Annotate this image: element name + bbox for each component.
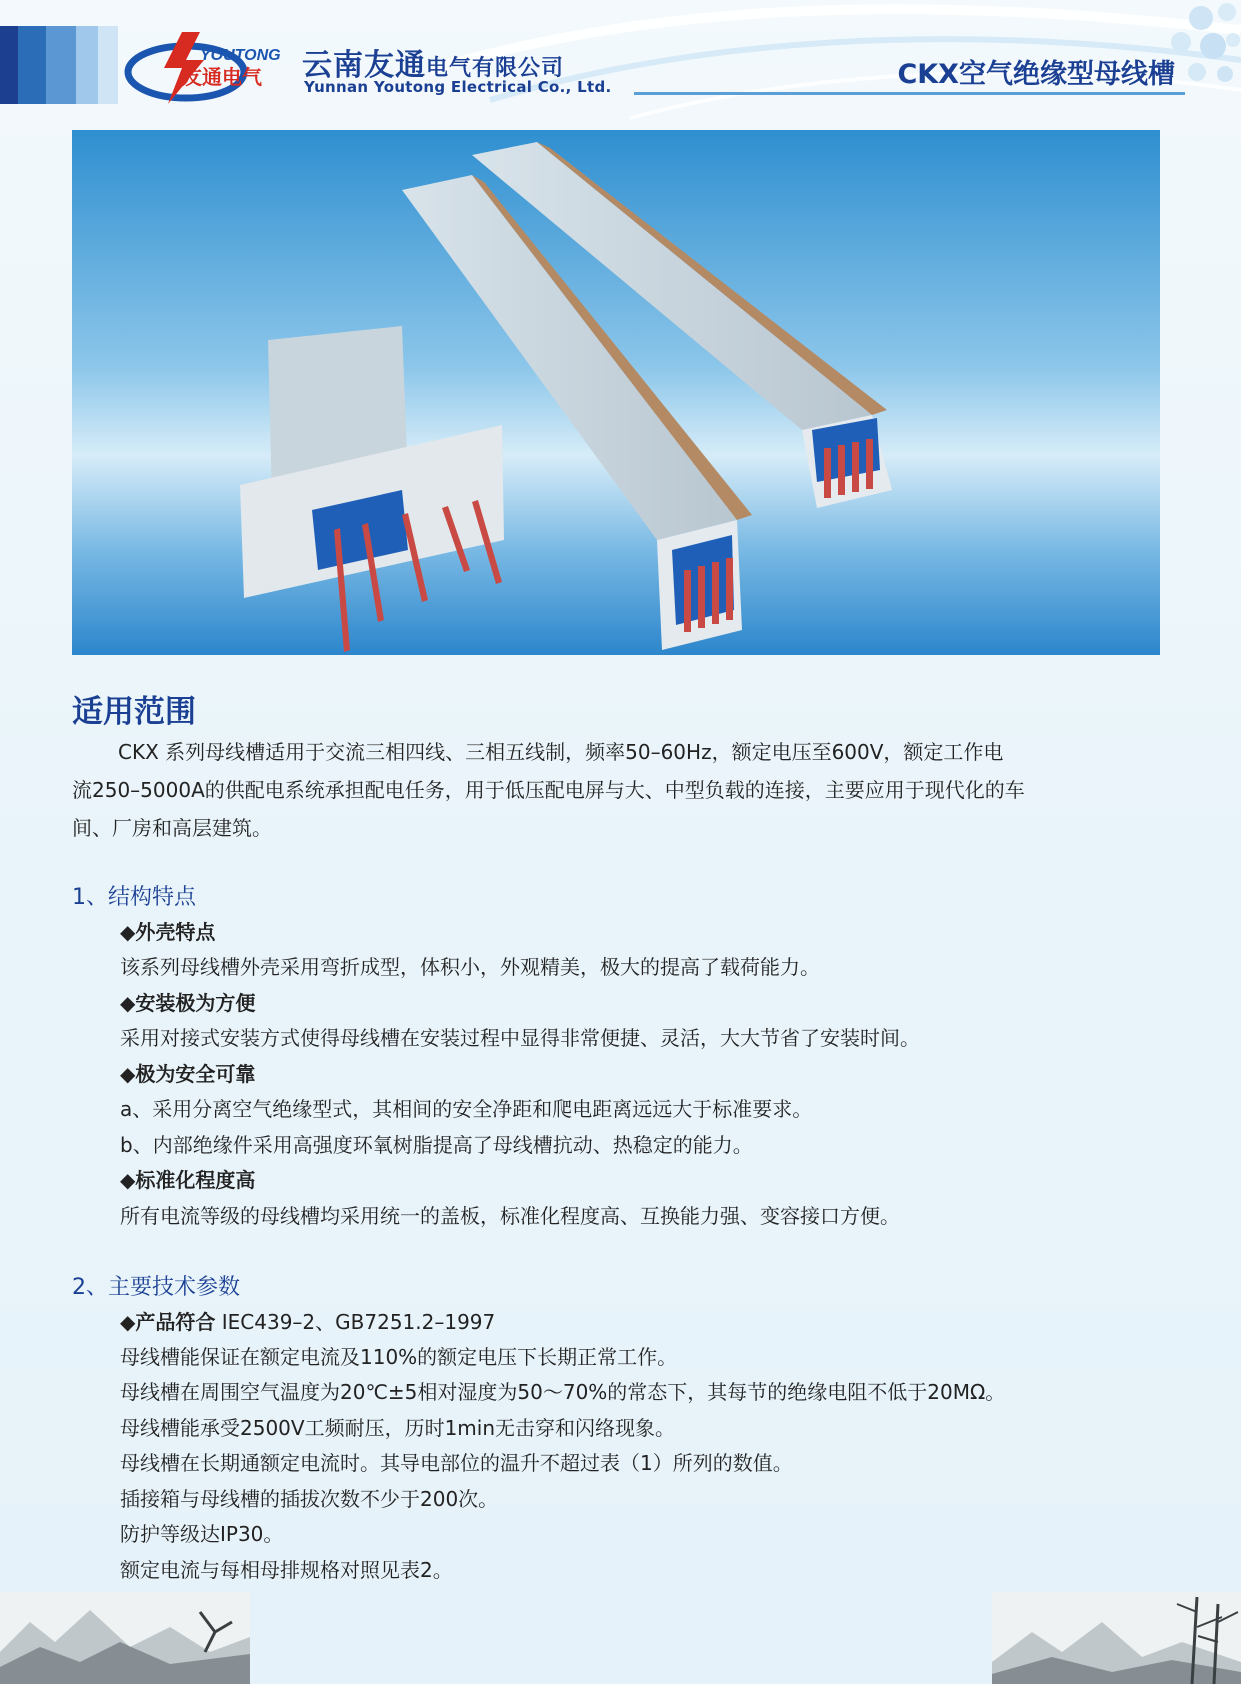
params-line: 母线槽能承受2500V工频耐压，历时1min无击穿和闪络现象。 bbox=[120, 1416, 676, 1440]
scope-line-2: 流250–5000A的供配电系统承担配电任务，用于低压配电屏与大、中型负载的连接，主要应用于现代化的车 bbox=[72, 778, 1025, 802]
product-photo-busbar-trunking bbox=[72, 130, 1160, 655]
scope-paragraph bbox=[72, 733, 1132, 847]
structure-item-heading: ◆标准化程度高 bbox=[120, 1168, 256, 1192]
params-line: 防护等级达IP30。 bbox=[120, 1522, 284, 1546]
scope-title: 适用范围 bbox=[72, 694, 196, 730]
header-divider bbox=[634, 92, 1185, 95]
params-heading: 2、主要技术参数 bbox=[72, 1275, 240, 1300]
structure-item-heading: ◆安装极为方便 bbox=[120, 991, 256, 1015]
ink-landscape-right bbox=[992, 1592, 1241, 1684]
svg-text:友通电气: 友通电气 bbox=[182, 65, 262, 89]
structure-item-text: 该系列母线槽外壳采用弯折成型，体积小，外观精美，极大的提高了载荷能力。 bbox=[120, 955, 820, 979]
params-line: 母线槽在长期通额定电流时。其导电部位的温升不超过表（1）所列的数值。 bbox=[120, 1451, 793, 1475]
scope-line-1: CKX 系列母线槽适用于交流三相四线、三相五线制，频率50–60Hz，额定电压至600V，额定工作电 bbox=[118, 740, 1004, 764]
company-name-cn: 云南友通电气有限公司 bbox=[302, 48, 565, 83]
structure-item-text: 所有电流等级的母线槽均采用统一的盖板，标准化程度高、互换能力强、变容接口方便。 bbox=[120, 1204, 900, 1228]
params-line: 母线槽在周围空气温度为20℃±5相对湿度为50～70%的常态下，其每节的绝缘电阻不低于20MΩ。 bbox=[120, 1380, 1006, 1404]
structure-item-text: 采用对接式安装方式使得母线槽在安装过程中显得非常便捷、灵活，大大节省了安装时间。 bbox=[120, 1026, 920, 1050]
structure-heading: 1、结构特点 bbox=[72, 885, 196, 910]
structure-item-heading: ◆外壳特点 bbox=[120, 920, 216, 944]
structure-item-text: a、采用分离空气绝缘型式，其相间的安全净距和爬电距离远远大于标准要求。 bbox=[120, 1097, 813, 1121]
header-color-stripes bbox=[0, 26, 120, 104]
params-line: 母线槽能保证在额定电流及110%的额定电压下长期正常工作。 bbox=[120, 1345, 678, 1369]
params-line: 额定电流与每相母排规格对照见表2。 bbox=[120, 1558, 453, 1582]
product-title: CKX空气绝缘型母线槽 bbox=[897, 59, 1175, 90]
params-standard: ◆产品符合 IEC439–2、GB7251.2–1997 bbox=[120, 1310, 496, 1334]
structure-item-text: b、内部绝缘件采用高强度环氧树脂提高了母线槽抗动、热稳定的能力。 bbox=[120, 1133, 753, 1157]
ink-landscape-left bbox=[0, 1592, 250, 1684]
scope-line-3: 间、厂房和高层建筑。 bbox=[72, 816, 272, 840]
svg-text:YOUTONG: YOUTONG bbox=[200, 47, 281, 64]
structure-item-heading: ◆极为安全可靠 bbox=[120, 1062, 256, 1086]
company-logo bbox=[124, 28, 294, 106]
company-name-en: Yunnan Youtong Electrical Co., Ltd. bbox=[304, 78, 612, 96]
params-line: 插接箱与母线槽的插拔次数不少于200次。 bbox=[120, 1487, 499, 1511]
